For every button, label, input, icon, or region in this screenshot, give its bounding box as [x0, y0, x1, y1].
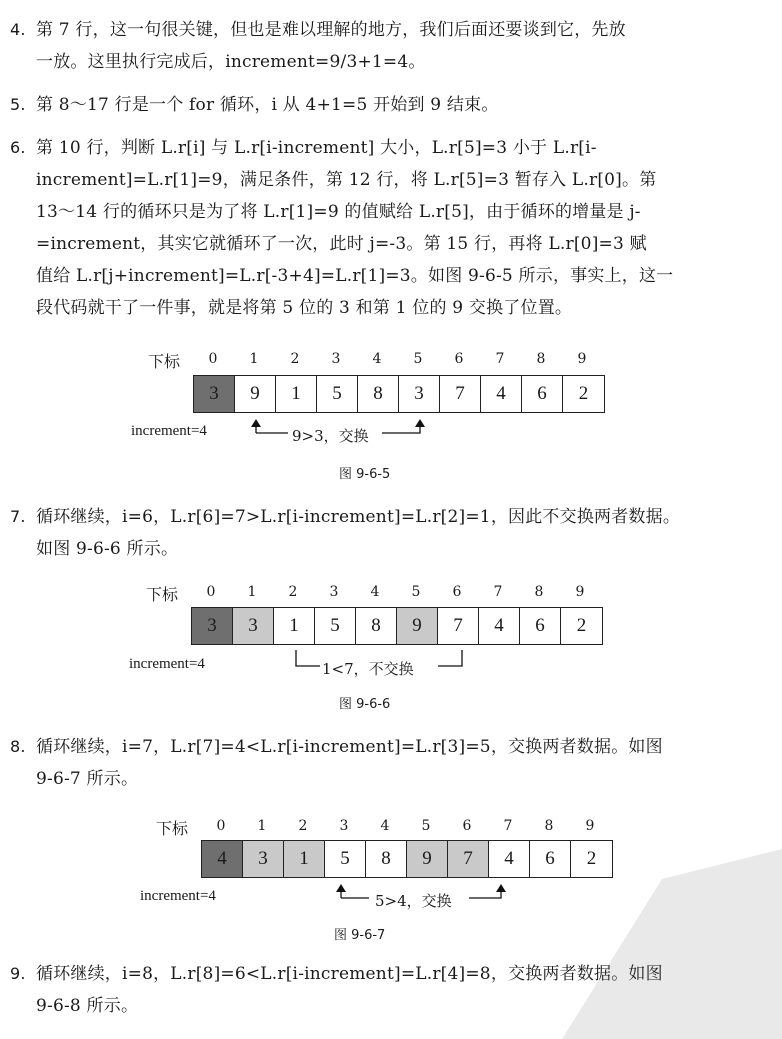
figure-caption: 图 9-6-6	[339, 697, 391, 712]
paragraph-line: 值给 L.r[j+increment]=L.r[-3+4]=L.r[1]=3。如图 9-6-5 所示，事实上，这一	[36, 266, 674, 286]
index-row	[193, 351, 613, 373]
index-number: 2	[290, 351, 300, 367]
comparison-annotation: 5>4，交换	[375, 892, 452, 910]
index-label: 下标	[156, 819, 189, 838]
index-number: 1	[257, 818, 267, 834]
seal-watermark	[522, 839, 782, 1039]
index-number: 8	[534, 584, 544, 600]
paragraph-line: =increment，其实它就循环了一次，此时 j=-3。第 15 行，再将 L.r[0]=3 赋	[36, 234, 647, 254]
array-cell: 4	[202, 841, 243, 877]
array-cell: 3	[243, 841, 284, 877]
array-cell: 2	[586, 848, 597, 869]
index-number: 0	[208, 351, 218, 367]
paragraph-line: 循环继续，i=6，L.r[6]=7>L.r[i-increment]=L.r[2]=1，因此不交换两者数据。	[36, 507, 681, 527]
array-cell: 5	[325, 841, 366, 877]
figure-9-6-5	[0, 345, 782, 490]
paragraph-7	[10, 501, 770, 565]
index-row	[191, 584, 611, 606]
index-number: 6	[454, 351, 464, 367]
array-cell: 5	[317, 376, 358, 412]
paragraph-number: 7.	[10, 507, 26, 526]
array-cell: 3	[192, 608, 233, 644]
paragraph-number: 6.	[10, 138, 26, 157]
array-cell: 2	[578, 383, 589, 404]
index-number: 3	[329, 584, 339, 600]
index-number: 9	[575, 584, 585, 600]
paragraph-line: 循环继续，i=8，L.r[8]=6<L.r[i-increment]=L.r[4]=8，交换两者数据。如图	[36, 964, 663, 984]
array-cell: 5	[315, 608, 356, 644]
paragraph-line: 第 7 行，这一句很关键，但也是难以理解的地方，我们后面还要谈到它，先放	[36, 20, 626, 40]
array-cells	[193, 375, 605, 413]
paragraph-line: 13～14 行的循环只是为了将 L.r[1]=9 的值赋给 L.r[5]，由于循环的增量是 j-	[36, 202, 641, 222]
index-number: 6	[462, 818, 472, 834]
paragraph-line: increment]=L.r[1]=9，满足条件，第 12 行，将 L.r[5]=3 暂存入 L.r[0]。第	[36, 170, 657, 190]
array-cell: 2	[576, 615, 587, 636]
increment-label: increment=4	[140, 888, 216, 904]
array-cell: 6	[522, 376, 563, 412]
index-number: 5	[413, 351, 423, 367]
index-number: 3	[339, 818, 349, 834]
comparison-annotation: 1<7，不交换	[322, 660, 414, 678]
index-label: 下标	[148, 352, 181, 371]
array-cell: 8	[366, 841, 407, 877]
array-cell: 7	[438, 608, 479, 644]
array-cell: 1	[276, 376, 317, 412]
array-cell: 6	[530, 841, 571, 877]
index-number: 0	[206, 584, 216, 600]
paragraph-6	[10, 132, 770, 324]
index-number: 4	[380, 818, 390, 834]
index-number: 8	[536, 351, 546, 367]
array-cell: 9	[397, 608, 438, 644]
index-number: 0	[216, 818, 226, 834]
paragraph-line: 9-6-7 所示。	[36, 769, 139, 789]
paragraph-number: 9.	[10, 964, 26, 983]
index-number: 2	[298, 818, 308, 834]
index-number: 6	[452, 584, 462, 600]
figure-caption: 图 9-6-5	[339, 467, 391, 482]
figure-9-6-6	[0, 578, 782, 718]
index-number: 5	[421, 818, 431, 834]
paragraph-line: 如图 9-6-6 所示。	[36, 539, 179, 559]
array-cell: 7	[448, 841, 489, 877]
paragraph-line: 9-6-8 所示。	[36, 996, 139, 1016]
paragraph-5	[10, 89, 770, 121]
index-row	[201, 818, 621, 840]
array-cell: 6	[520, 608, 561, 644]
index-number: 5	[411, 584, 421, 600]
array-cell: 7	[440, 376, 481, 412]
index-number: 7	[495, 351, 505, 367]
paragraph-number: 5.	[10, 95, 26, 114]
paragraph-line: 一放。这里执行完成后，increment=9/3+1=4。	[36, 52, 426, 72]
array-cell: 4	[481, 376, 522, 412]
index-number: 9	[585, 818, 595, 834]
paragraph-line: 段代码就干了一件事，就是将第 5 位的 3 和第 1 位的 9 交换了位置。	[36, 298, 573, 318]
index-number: 7	[493, 584, 503, 600]
index-number: 1	[249, 351, 259, 367]
increment-label: increment=4	[131, 423, 207, 439]
index-number: 3	[331, 351, 341, 367]
array-cell: 4	[489, 841, 530, 877]
array-cell: 8	[356, 608, 397, 644]
paragraph-number: 4.	[10, 20, 26, 39]
array-cell: 3	[233, 608, 274, 644]
array-cell: 1	[284, 841, 325, 877]
figure-caption: 图 9-6-7	[334, 928, 386, 943]
paragraph-8	[10, 731, 770, 795]
paragraph-4	[10, 14, 770, 78]
increment-label: increment=4	[129, 656, 205, 672]
index-number: 1	[247, 584, 257, 600]
index-number: 9	[577, 351, 587, 367]
array-cell: 3	[399, 376, 440, 412]
paragraph-number: 8.	[10, 737, 26, 756]
index-number: 2	[288, 584, 298, 600]
array-cell: 9	[235, 376, 276, 412]
paragraph-line: 第 8～17 行是一个 for 循环，i 从 4+1=5 开始到 9 结束。	[36, 95, 499, 115]
array-cell: 3	[194, 376, 235, 412]
paragraph-line: 第 10 行，判断 L.r[i] 与 L.r[i-increment] 大小，L.r[5]=3 小于 L.r[i-	[36, 138, 597, 158]
comparison-annotation: 9>3，交换	[292, 427, 369, 445]
array-cell: 9	[407, 841, 448, 877]
index-number: 4	[370, 584, 380, 600]
array-cell: 1	[274, 608, 315, 644]
index-number: 4	[372, 351, 382, 367]
array-cells	[191, 607, 603, 645]
array-cell: 8	[358, 376, 399, 412]
paragraph-line: 循环继续，i=7，L.r[7]=4<L.r[i-increment]=L.r[3]=5，交换两者数据。如图	[36, 737, 663, 757]
index-label: 下标	[146, 585, 179, 604]
array-cell: 4	[479, 608, 520, 644]
index-number: 8	[544, 818, 554, 834]
index-number: 7	[503, 818, 513, 834]
